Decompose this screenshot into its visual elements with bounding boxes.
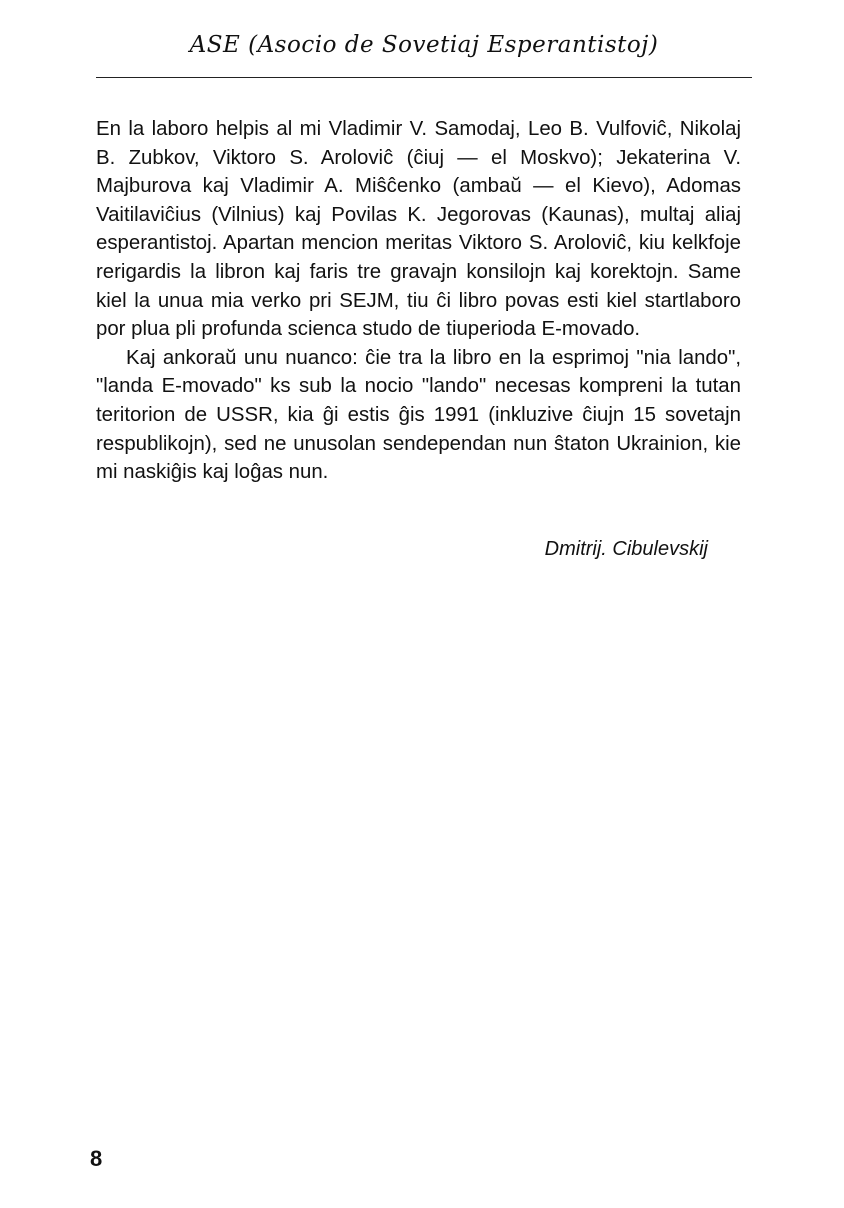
running-head: ASE (Asocio de Sovetiaj Esperantistoj) (189, 32, 659, 58)
body-text (96, 115, 741, 487)
paragraph-land-note: Kaj ankoraŭ unu nuanco: ĉie tra la libro en la esprimoj "nia lando", "landa E-movado" ks sub la nocio "lando" necesas kompreni la tutan teritorion de USSR, kia ĝi estis ĝis 1991 (inkluzive ĉiujn 15 sovetajn respublikojn), sed ne unusolan sendependan nun ŝtaton Ukrainion, kie mi naskiĝis kaj loĝas nun. (96, 346, 741, 484)
page-number: 8 (90, 1146, 103, 1171)
paragraph-acknowledgements: En la laboro helpis al mi Vladimir V. Samodaj, Leo B. Vulfoviĉ, Nikolaj B. Zubkov, Viktoro S. Aroloviĉ (ĉiuj — el Moskvo); Jekaterina V. Majburova kaj Vladimir A. Miŝĉenko (ambaŭ — el Kievo), Adomas Vaitilaviĉius (Vilnius) kaj Povilas K. Jegorovas (Kaunas), multaj aliaj esperantistoj. Apartan mencion meritas Viktoro S. Aroloviĉ, kiu kelkfoje rerigardis la libron kaj faris tre gravajn konsilojn kaj korektojn. Same kiel la unua mia verko pri SEJM, tiu ĉi libro povas esti kiel startlaboro por plua pli profunda scienca studo de tiuperioda E-movado. (96, 118, 741, 341)
author-signature: Dmitrij. Cibulevskij (544, 538, 708, 560)
header-rule (96, 77, 752, 78)
